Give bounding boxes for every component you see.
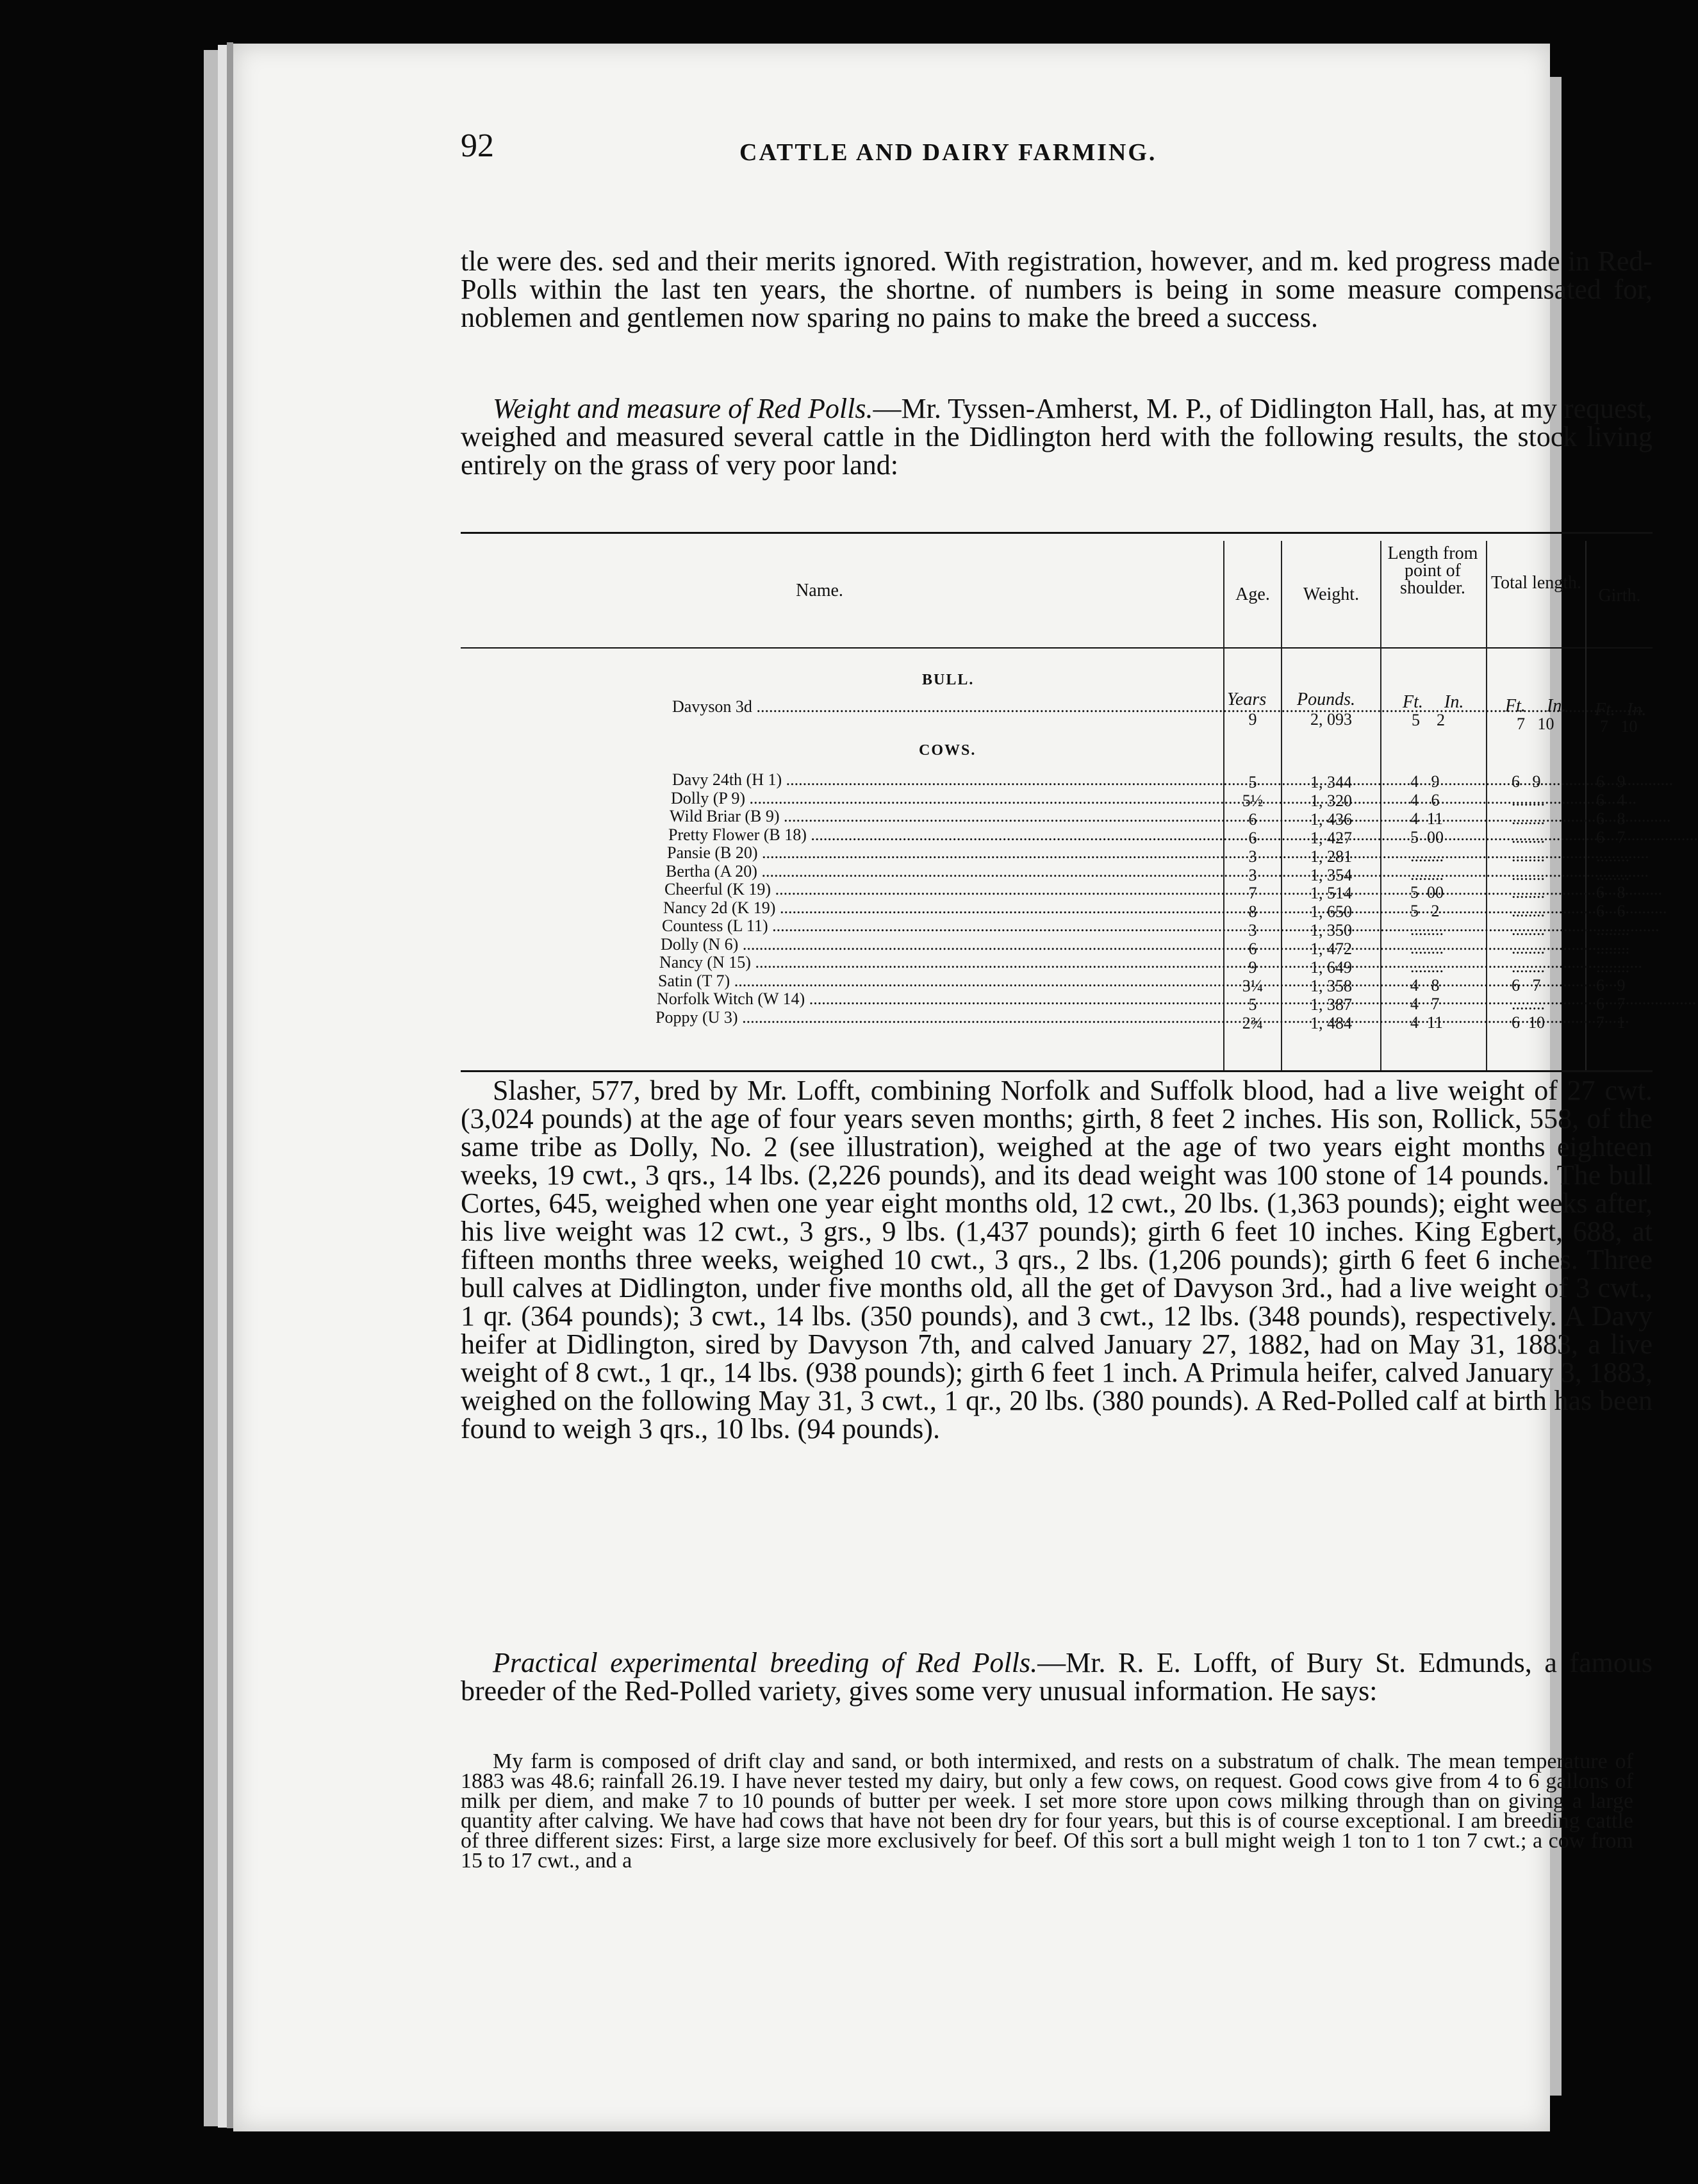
- length-cell: 4 6: [1410, 790, 1440, 809]
- weight-cell: 1, 649: [1310, 958, 1352, 977]
- unit-in: In.: [1547, 696, 1567, 716]
- cow-name: Cheerful (K 19) .....: [664, 880, 1216, 899]
- weight-cell: 1, 484: [1310, 1013, 1352, 1032]
- weight-cell: 1, 344: [1310, 773, 1352, 791]
- unit-ft: Ft.: [1595, 700, 1615, 720]
- total-length-cell: ........: [1512, 846, 1545, 865]
- cow-name: Countess (L 11) .....: [662, 916, 1213, 936]
- weight-cell: 1, 514: [1310, 884, 1352, 903]
- total-length-cell: ........: [1512, 827, 1545, 847]
- age-cell: 5½: [1242, 791, 1264, 810]
- age-cell: 6: [1248, 809, 1257, 829]
- girth-cell: 7 1: [1596, 1013, 1626, 1032]
- girth-cell: 6 9: [1596, 975, 1626, 995]
- cow-name: Norfolk Witch (W 14) .....: [657, 989, 1208, 1009]
- book-edge: [218, 45, 227, 2128]
- length-cell: 4 11: [1410, 809, 1444, 828]
- cow-name: Satin (T 7) .....: [658, 972, 1209, 991]
- length-cell: ........: [1410, 864, 1444, 884]
- cow-name: Bertha (A 20) .....: [666, 862, 1217, 881]
- unit-in: In.: [1444, 692, 1464, 712]
- age-cell: 7: [1248, 884, 1257, 903]
- cow-name: Dolly (N 6) .....: [661, 935, 1212, 954]
- age-cell: 8: [1248, 902, 1257, 922]
- header-total-length: Total length.: [1490, 573, 1582, 593]
- total-length-cell: ........: [1512, 809, 1545, 828]
- header-length-from-point: Length from point of shoulder.: [1387, 543, 1478, 598]
- book-edge: [204, 50, 218, 2126]
- age-cell: 2¾: [1242, 1013, 1264, 1032]
- paragraph: tle were des. sed and their merits ignored. With registration, however, and m. ked progress made in Red-Polls within the last ten years, the shortne. of numbers is being in some measure compensated for, noblemen and gentlemen now sparing no pains to make the breed a success.: [461, 245, 1653, 333]
- weight-cell: 1, 358: [1310, 976, 1352, 995]
- age-cell: 6: [1248, 828, 1257, 847]
- paragraph: Slasher, 577, bred by Mr. Lofft, combining Norfolk and Suffolk blood, had a live weight of 27 cwt. (3,024 pounds) at the age of four years seven months; girth, 8 feet 2 inches. His son, Rollick, 558, of the same tribe as Dolly, No. 2 (see illustration), weighed at the age of two years eight months eighteen weeks, 19 cwt., 3 qrs., 14 lbs. (2,226 pounds), and its dead weight was 100 stone of 14 pounds. The bull Cortes, 645, weighed when one year eight months old, 12 cwt., 20 lbs. (1,363 pounds); eight weeks after, his live weight was 12 cwt., 3 grs., 9 lbs. (1,437 pounds); girth 6 feet 10 inches. King Egbert, 688, at fifteen months three weeks, weighed 10 cwt., 3 qrs., 2 lbs. (1,206 pounds); girth 6 feet 6 inches. Three bull calves at Didlington, under five months old, all the get of Davyson 3rd., had a live weight of 3 cwt., 1 qr. (364 pounds); 3 cwt., 14 lbs. (350 pounds), and 3 cwt., 12 lbs. (348 pounds), respectively. A Davy heifer at Didlington, sired by Davyson 7th, and calved January 27, 1882, had on May 31, 1883, a live weight of 8 cwt., 1 qr., 14 lbs. (938 pounds); girth 6 feet 1 inch. A Primula heifer, calved January 3, 1883, weighed on the following May 31, 3 cwt., 1 qr., 20 lbs. (380 pounds). A Red-Polled calf at birth has been found to weigh 3 qrs., 10 lbs. (94 pounds).: [461, 1075, 1653, 1444]
- weight-cell: 1, 350: [1310, 921, 1352, 940]
- unit-years: Years: [1227, 690, 1267, 709]
- paragraph-lead: Weight and measure of Red Polls.: [493, 393, 873, 424]
- length-cell: 5 00: [1410, 883, 1444, 902]
- book-page: [233, 44, 1653, 2131]
- girth-cell: ........: [1596, 920, 1629, 939]
- quoted-letter: My farm is composed of drift clay and sand, or both intermixed, and rests on a substratum of chalk. The mean temperature of 1883 was 48.6; rainfall 26.19. I have never tested my dairy, but only a few cows, on request. Good cows give from 4 to 6 gallons of milk per diem, and make 7 to 10 pounds of butter per week. I set more store upon cows milking through than on giving a large quantity after calving. We have had cows that have not been dry for four years, but this is of course exceptional. I am breeding cattle of three different sizes: First, a large size more exclusively for beef. Of this sort a bull might weigh 1 ton to 1 ton 7 cwt.; a cow from 15 to 17 cwt., and a: [461, 1750, 1633, 1873]
- paragraph-lead: Practical experimental breeding of Red Polls.: [493, 1647, 1038, 1678]
- length-cell: 4 7: [1410, 994, 1440, 1013]
- table-rule: [461, 647, 1653, 649]
- girth-cell: ........: [1596, 939, 1629, 958]
- paragraph-text: —Mr. Tyssen-Amherst, M. P., of Didlington Hall, has, at my request, weighed and measured several cattle in the Didlington herd with the following results, the stock living entirely on the grass of very poor land:: [461, 393, 1653, 481]
- book-edge: [227, 42, 233, 2128]
- cow-name: Wild Briar (B 9) .....: [670, 807, 1221, 826]
- unit-in: In.: [1627, 700, 1647, 720]
- unit-pounds: Pounds.: [1297, 690, 1355, 709]
- girth-cell: 6 7: [1596, 827, 1626, 847]
- total-length-cell: ........: [1512, 994, 1545, 1013]
- section-label-cows: COWS.: [919, 742, 977, 759]
- girth-cell: 6 7: [1596, 994, 1626, 1013]
- header-age: Age.: [1235, 584, 1270, 604]
- length-cell: 5 2: [1410, 902, 1440, 921]
- age-cell: 5: [1248, 773, 1257, 791]
- unit-ft: Ft.: [1403, 692, 1423, 712]
- length-cell: 4 9: [1410, 772, 1440, 791]
- age-cell: 3: [1248, 921, 1257, 940]
- unit-ft: Ft.: [1505, 696, 1526, 716]
- age-cell: 9: [1248, 958, 1257, 977]
- total-length-cell: ........: [1512, 790, 1545, 809]
- weight-cell: 1, 436: [1310, 809, 1352, 829]
- age-cell: 5: [1248, 995, 1257, 1014]
- total-length-cell: ........: [1512, 920, 1545, 939]
- length-cell: ........: [1410, 957, 1444, 976]
- length-cell: 4 8: [1410, 975, 1440, 995]
- length-cell: 5 2: [1412, 711, 1445, 729]
- total-length-cell: 7 10: [1517, 715, 1554, 733]
- length-cell: ........: [1410, 846, 1444, 865]
- girth-cell: 7 10: [1600, 717, 1638, 736]
- weight-cell: 2, 093: [1310, 710, 1352, 729]
- girth-cell: 6 6: [1596, 902, 1626, 921]
- girth-cell: 6 8: [1596, 809, 1626, 828]
- total-length-cell: 6 10: [1512, 1013, 1545, 1032]
- page-number: 92: [461, 128, 494, 164]
- header-name: Name.: [796, 581, 843, 600]
- age-cell: 3: [1248, 847, 1257, 866]
- weight-cell: 1, 354: [1310, 865, 1352, 884]
- age-cell: 3¼: [1242, 976, 1264, 995]
- cow-name: Poppy (U 3) .....: [655, 1008, 1207, 1027]
- running-head: CATTLE AND DAIRY FARMING.: [739, 139, 1157, 166]
- girth-cell: 6 4: [1596, 790, 1626, 809]
- length-cell: ........: [1410, 939, 1444, 958]
- table-rule: [461, 1070, 1653, 1072]
- girth-cell: ........: [1596, 864, 1629, 884]
- girth-cell: 6 9: [1596, 772, 1626, 791]
- girth-cell: ........: [1596, 957, 1629, 976]
- age-cell: 3: [1248, 865, 1257, 884]
- cow-name: Dolly (P 9) .....: [671, 789, 1222, 808]
- cow-name: Davyson 3d .....: [672, 697, 1223, 716]
- total-length-cell: ........: [1512, 864, 1545, 884]
- header-girth: Girth.: [1598, 586, 1641, 606]
- total-length-cell: ........: [1512, 902, 1545, 921]
- weight-cell: 1, 427: [1310, 828, 1352, 847]
- paragraph: [461, 1649, 1653, 1705]
- cow-name: Pansie (B 20) .....: [667, 843, 1218, 863]
- weight-cell: 1, 320: [1310, 791, 1352, 810]
- total-length-cell: ........: [1512, 957, 1545, 976]
- cow-name: Nancy (N 15) .....: [659, 953, 1210, 972]
- length-cell: 4 11: [1410, 1013, 1444, 1032]
- age-cell: 9: [1248, 710, 1257, 729]
- weight-cell: 1, 650: [1310, 902, 1352, 922]
- total-length-cell: 6 9: [1512, 772, 1541, 791]
- cow-name: Davy 24th (H 1) .....: [672, 770, 1223, 790]
- weight-cell: 1, 281: [1310, 847, 1352, 866]
- length-cell: ........: [1410, 920, 1444, 939]
- girth-cell: 6 8: [1596, 883, 1626, 902]
- age-cell: 6: [1248, 939, 1257, 959]
- total-length-cell: ........: [1512, 939, 1545, 958]
- girth-cell: ........: [1596, 846, 1629, 865]
- length-cell: 5 00: [1410, 827, 1444, 847]
- section-label-bull: BULL.: [922, 672, 975, 688]
- table-rule: [461, 532, 1653, 534]
- total-length-cell: ........: [1512, 883, 1545, 902]
- total-length-cell: 6 7: [1512, 975, 1541, 995]
- paragraph: [461, 395, 1653, 479]
- weight-cell: 1, 472: [1310, 939, 1352, 959]
- weight-cell: 1, 387: [1310, 995, 1352, 1014]
- cow-name: Pretty Flower (B 18) .....: [668, 825, 1219, 845]
- paragraph-text: —Mr. R. E. Lofft, of Bury St. Edmunds, a famous breeder of the Red-Polled variety, gives some very unusual information. He says:: [461, 1647, 1653, 1707]
- measurements-table: [461, 532, 1653, 1075]
- header-weight: Weight.: [1303, 584, 1360, 604]
- cow-name: Nancy 2d (K 19) .....: [663, 898, 1214, 918]
